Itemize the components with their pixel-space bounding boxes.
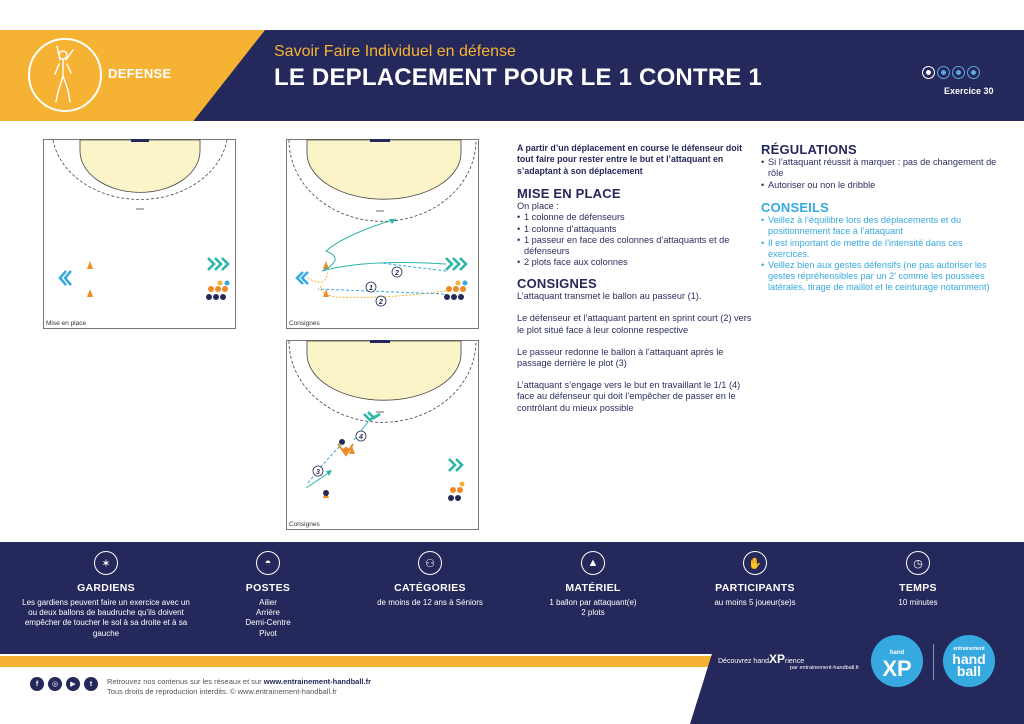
player-icon	[28, 38, 102, 112]
discover-text: Découvrez	[718, 658, 752, 665]
instruction-paragraph: Le défenseur et l’attaquant partent en sprint court (2) vers le plot situé face à leur colonne respective	[517, 313, 752, 335]
info-label: MATÉRIEL	[565, 582, 621, 594]
handshake-icon: ✋	[743, 551, 767, 575]
advice-list	[761, 215, 997, 293]
diagram-consignes-2	[286, 340, 479, 530]
section-regulations	[761, 144, 997, 191]
step-label-1	[366, 282, 376, 292]
info-materiel	[508, 551, 678, 618]
page-subtitle: Savoir Faire Individuel en défense	[274, 43, 516, 60]
domain-label: DEFENSE	[108, 66, 172, 81]
step-label-2	[392, 267, 402, 277]
cone-icon: ▲	[581, 551, 605, 575]
youtube-icon[interactable]: ▶	[66, 677, 80, 691]
logo-divider	[933, 644, 934, 680]
field-icon: ◓	[256, 551, 280, 575]
brand-hand: hand	[753, 658, 769, 665]
diagram-consignes-1	[286, 139, 479, 329]
equipment-item: 1 ballon par attaquant(e)	[549, 598, 637, 607]
handxperience-link[interactable]	[718, 652, 804, 666]
logo-top-text: entrainement	[953, 645, 985, 652]
brand-rience: rience	[785, 658, 805, 665]
info-postes	[183, 551, 353, 639]
regulations-list	[761, 157, 997, 191]
instruction-paragraph: Le passeur redonne le ballon à l’attaquant après le passage derrière le plot (3)	[517, 346, 724, 369]
list-item: • Il est important de mettre de l’intensité dans ces exercices.	[761, 238, 997, 260]
info-temps	[833, 551, 1003, 608]
page-title: LE DEPLACEMENT POUR LE 1 CONTRE 1	[274, 64, 762, 91]
ball-icon	[967, 66, 980, 79]
social-links	[30, 677, 98, 691]
entrainement-handball-logo[interactable]	[943, 635, 995, 687]
info-label: GARDIENS	[77, 582, 135, 594]
instagram-icon[interactable]: ◎	[48, 677, 62, 691]
info-participants	[670, 551, 840, 608]
info-text	[508, 598, 678, 618]
section-title: MISE EN PLACE	[517, 186, 621, 201]
step-label-3	[313, 466, 323, 476]
setup-list	[517, 212, 757, 268]
info-text: Les gardiens peuvent faire un exercice avec un ou deux ballons de baudruche qu’ils doivent empêcher de toucher le sol à sa droite et à sa gauche	[22, 598, 190, 638]
difficulty-rating	[922, 66, 980, 79]
section-title: CONSEILS	[761, 200, 830, 215]
handxp-logo[interactable]	[871, 635, 923, 687]
svg-text:3: 3	[316, 469, 320, 476]
social-prefix: Retrouvez nos contenus sur les réseaux et sur	[107, 677, 262, 686]
info-text: de moins de 12 ans à Séniors	[377, 598, 483, 607]
goalkeeper-icon: ✶	[94, 551, 118, 575]
list-item: • 1 colonne de défenseurs	[517, 212, 757, 223]
instruction-paragraph: L’attaquant transmet le ballon au passeur (1).	[517, 291, 702, 302]
brand-xp: XP	[769, 652, 786, 666]
diagram-caption: Consignes	[289, 320, 320, 327]
logo-mid-text: hand	[952, 650, 986, 667]
diagram-mise-en-place	[43, 139, 236, 329]
info-label: POSTES	[245, 582, 291, 594]
brand-byline: par entrainement-handball.fr	[790, 665, 860, 671]
diagram-caption: Mise en place	[46, 320, 87, 327]
diagram-caption: Consignes	[289, 521, 320, 528]
info-categories	[345, 551, 515, 608]
ball-icon	[952, 66, 965, 79]
info-label: PARTICIPANTS	[715, 582, 795, 594]
section-title: RÉGULATIONS	[761, 142, 857, 157]
svg-text:4: 4	[359, 434, 363, 441]
list-item: • Si l’attaquant réussit à marquer : pas de changement de rôle	[761, 157, 997, 179]
info-text: 10 minutes	[898, 598, 938, 607]
info-text: au moins 5 joueur(se)s	[714, 598, 796, 607]
exercise-intro: A partir d’un déplacement en course le défenseur doit tout faire pour rester entre le but et l’attaquant en s’adaptant à son déplacement	[517, 143, 743, 176]
svg-text:2: 2	[395, 270, 399, 277]
info-label: TEMPS	[899, 582, 937, 594]
exercise-number: Exercice 30	[944, 86, 994, 96]
section-mise-en-place	[517, 188, 757, 268]
svg-text:2: 2	[379, 299, 383, 306]
section-consignes	[517, 278, 757, 425]
section-conseils	[761, 202, 997, 294]
position-item: Arrière	[255, 608, 280, 618]
list-item: • 1 passeur en face des colonnes d’attaquants et de défenseurs	[517, 235, 757, 257]
logo-small-text: hand	[889, 650, 905, 656]
section-lead: On place :	[517, 201, 559, 212]
logo-main-text: XP	[882, 656, 912, 681]
position-item: Ailier	[259, 598, 277, 607]
instruction-paragraph: L’attaquant s’engage vers le but en travaillant le 1/1 (4) face au défenseur qui doit l’empêcher de passer en le contrôlant du mieux possible	[517, 380, 741, 413]
list-item: • Autoriser ou non le dribble	[761, 180, 997, 191]
equipment-item: 2 plots	[581, 608, 605, 618]
section-title: CONSIGNES	[517, 276, 597, 291]
list-item: • 2 plots face aux colonnes	[517, 257, 757, 268]
position-item: Demi-Centre	[245, 618, 291, 628]
clock-icon: ◷	[906, 551, 930, 575]
info-label: CATÉGORIES	[394, 582, 466, 594]
list-item: • Veillez à l’équilibre lors des déplacements et du positionnement face à l’attaquant	[761, 215, 997, 237]
step-label-4	[356, 431, 366, 441]
twitter-icon[interactable]: t	[84, 677, 98, 691]
info-text	[183, 598, 353, 639]
facebook-icon[interactable]: f	[30, 677, 44, 691]
ball-icon	[922, 66, 935, 79]
svg-text:1: 1	[369, 285, 373, 292]
info-gardiens	[21, 551, 191, 639]
website-link[interactable]: www.entrainement-handball.fr	[263, 677, 371, 686]
group-icon: ⚇	[418, 551, 442, 575]
ball-icon	[937, 66, 950, 79]
list-item: • Veillez bien aux gestes défensifs (ne pas autoriser les gestes répréhensibles par un 2’ comme les poussées latérales, tirage de maillot et le ceinturage notamment)	[761, 260, 997, 294]
position-item: Pivot	[259, 628, 277, 638]
list-item: • 1 colonne d’attaquants	[517, 224, 757, 235]
step-label-2b	[376, 296, 386, 306]
footer-accent-bar	[0, 656, 720, 667]
copyright-text: Tous droits de reproduction interdits. © www.entrainement-handball.fr	[107, 686, 337, 696]
logo-bot-text: ball	[956, 662, 982, 679]
social-text	[107, 677, 371, 696]
